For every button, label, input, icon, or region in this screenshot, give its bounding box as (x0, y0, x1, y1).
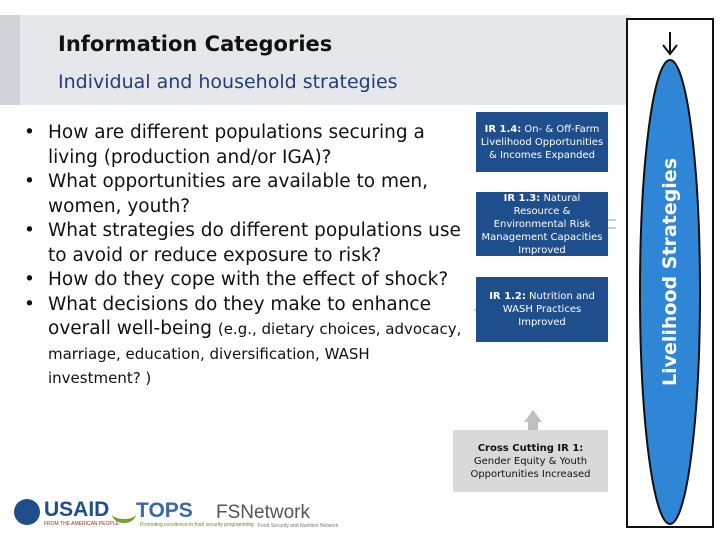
ir-1-4-lead: IR 1.4: (484, 123, 522, 135)
list-item (22, 219, 462, 268)
list-item (22, 268, 462, 293)
tops-tagline: Promoting excellence in food security programming (140, 522, 254, 528)
list-item-text: How are different populations securing a living (production and/or IGA)? (48, 122, 425, 168)
list-item-examples: (e.g., dietary choices, advocacy, marriage, education, diversification, WASH investment? ) (48, 320, 462, 387)
usaid-logo: USAID (44, 498, 110, 521)
list-item-text: How do they cope with the effect of shock? (48, 269, 449, 290)
bullet-icon: • (24, 122, 35, 143)
ir-1-2-lead: IR 1.2: (489, 291, 526, 302)
cross-cutting-text: Gender Equity & Youth Opportunities Increased (470, 455, 591, 480)
ir-1-2-box (476, 277, 608, 342)
bullet-icon: • (24, 293, 35, 315)
list-item-text: What opportunities are available to men, women, youth? (48, 171, 428, 217)
ir-1-2-text: Nutrition and WASH Practices Improved (502, 291, 595, 328)
usaid-seal-icon (14, 499, 40, 525)
fsn-tagline: Food Security and Nutrition Network (258, 523, 339, 529)
list-item (22, 170, 462, 219)
slide-header (0, 0, 720, 105)
logo-footer (0, 495, 720, 540)
ir-1-4-box (476, 112, 608, 172)
ir-1-3-text: Natural Resource & Environmental Risk Management Capacities Improved (481, 192, 603, 256)
livelihood-strategies-label: Livelihood Strategies (659, 158, 681, 386)
cross-cutting-box (453, 430, 608, 492)
fsn-logo: FSNetwork (216, 502, 310, 523)
tops-logo: TOPS (136, 499, 193, 522)
question-list (22, 121, 462, 391)
up-arrow-icon (528, 422, 538, 430)
list-item (22, 293, 462, 391)
cross-cutting-lead: Cross Cutting IR 1: (477, 442, 584, 454)
ir-1-3-lead: IR 1.3: (503, 192, 541, 204)
bullet-icon: • (24, 220, 35, 241)
list-item-text: What strategies do different populations use to avoid or reduce exposure to risk? (48, 220, 461, 266)
ir-1-4-text: On- & Off-Farm Livelihood Opportunities & Incomes Expanded (480, 123, 604, 161)
header-edge (0, 15, 20, 105)
page-subtitle: Individual and household strategies (58, 71, 398, 93)
bullet-icon: • (24, 171, 35, 192)
usaid-tagline: FROM THE AMERICAN PEOPLE (44, 521, 119, 527)
up-arrow-head-icon (524, 410, 542, 422)
ir-1-3-box (476, 192, 608, 256)
page-title: Information Categories (58, 32, 333, 56)
bullet-icon: • (24, 269, 35, 290)
list-item (22, 121, 462, 170)
list-item-text: What decisions do they make to enhance overall well-being (48, 293, 431, 339)
tops-swoosh-icon (112, 505, 136, 523)
